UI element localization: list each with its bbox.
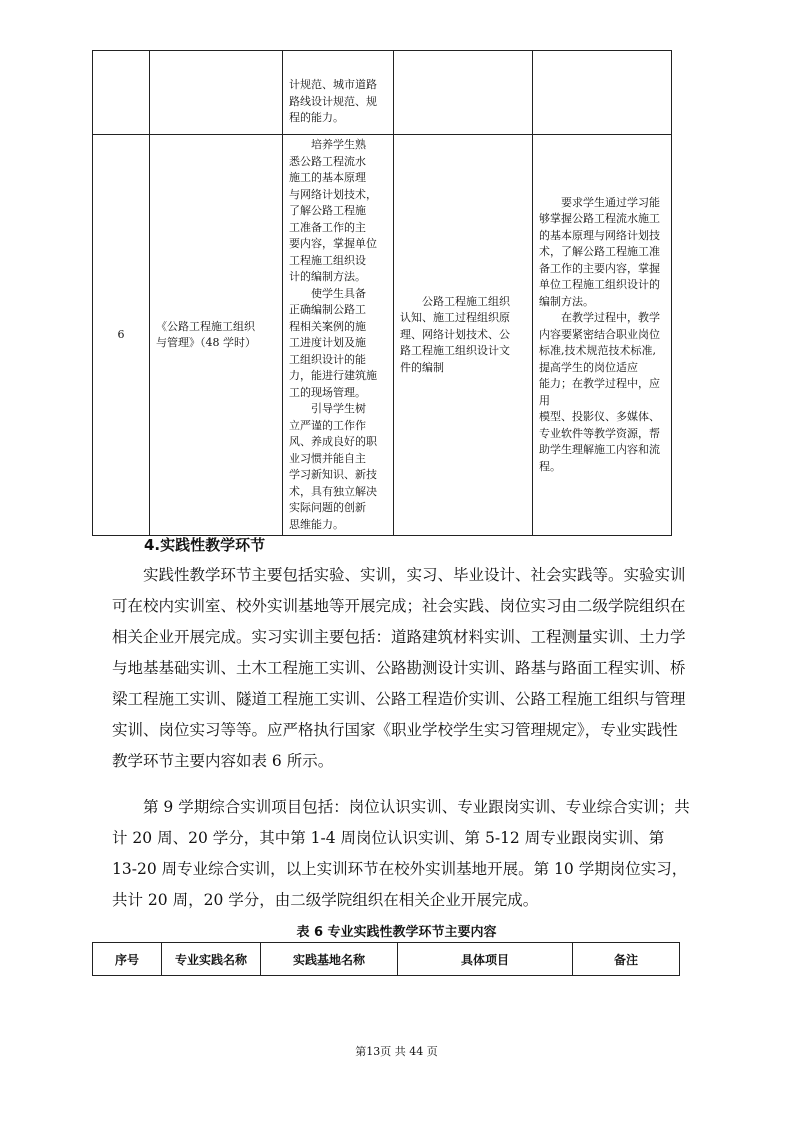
- header-base-name: 实践基地名称: [261, 943, 398, 976]
- header-specific-items: 具体项目: [398, 943, 573, 976]
- table-row: [93, 135, 672, 536]
- course-table: [92, 50, 672, 536]
- table-cell: [283, 51, 394, 135]
- table-cell: [533, 51, 672, 135]
- section-heading: 4.实践性教学环节: [144, 536, 266, 554]
- practice-table: [92, 942, 680, 976]
- paragraph-2: 第 9 学期综合实训项目包括：岗位认识实训、专业跟岗实训、专业综合实训；共计 20 周、20 学分，其中第 1-4 周岗位认识实训、第 5-12 周专业跟岗实训、第 13-20 周专业综合实训，以上实训环节在校外实训基地开展。第 10 学期岗位实习，共计 20 周，20 学分，由二级学院组织在相关企业开展完成。: [112, 798, 690, 909]
- teaching-requirements: 要求学生通过学习能 够掌握公路工程流水施工 的基本原理与网络计划技 术，了解公路工程施工准 备工作的主要内容，掌握 单位工程施工组织设计的 编制方法。 在教学过程中，教学 内容要紧密结合职业岗位 标准,技术规范技术标准, 提高学生的岗位适应 能力；在教学过程中，应用 模型、投影仪、多媒体、 专业软件等教学资源，帮 助学生理解施工内容和流 程。: [539, 195, 660, 473]
- row-number: 6: [93, 135, 150, 536]
- table-caption: 表 6 专业实践性教学环节主要内容: [296, 925, 497, 940]
- header-remarks: 备注: [573, 943, 680, 976]
- table-cell: [150, 51, 283, 135]
- course-content-cell: [394, 135, 533, 536]
- table-cell: [93, 51, 150, 135]
- page-footer: 第13页 共 44 页: [355, 1045, 438, 1058]
- header-index: 序号: [93, 943, 162, 976]
- table-cell: [394, 51, 533, 135]
- header-practice-name: 专业实践名称: [162, 943, 261, 976]
- teaching-requirements-cell: [533, 135, 672, 536]
- prev-row-goals-text: 计规范、城市道路 路线设计规范、规 程的能力。: [289, 78, 377, 124]
- course-goals-cell: [283, 135, 394, 536]
- course-name-cell: [150, 135, 283, 536]
- course-name: 《公路工程施工组织 与管理》（48 学时）: [156, 319, 256, 349]
- table-row: [93, 51, 672, 135]
- paragraph-1: 实践性教学环节主要包括实验、实训，实习、毕业设计、社会实践等。实验实训可在校内实训室、校外实训基地等开展完成；社会实践、岗位实习由二级学院组织在相关企业开展完成。实习实训主要包括：道路建筑材料实训、工程测量实训、土力学与地基基础实训、土木工程施工实训、公路勘测设计实训、路基与路面工程实训、桥梁工程施工实训、隧道工程施工实训、公路工程造价实训、公路工程施工组织与管理实训、岗位实习等等。应严格执行国家《职业学校学生实习管理规定》，专业实践性教学环节主要内容如表 6 所示。: [112, 566, 686, 770]
- course-goals: 培养学生熟 悉公路工程流水 施工的基本原理 与网络计划技术， 了解公路工程施 工准备工作的主 要内容，掌握单位 工程施工组织设 计的编制方法。 使学生具备 正确编制公路工 程相关案例的施 工进度计划及施 工组织设计的能 力，能进行建筑施 工的现场管理。 引导学生树 立严谨的工作作 风、养成良好的职 业习惯并能自主 学习新知识、新技 术，具有独立解决 实际问题的创新 思维能力。: [289, 138, 377, 531]
- course-content: 公路工程施工组织 认知、施工过程组织原 理、网络计划技术、公 路工程施工组织设计文 件的编制: [400, 294, 510, 374]
- table-header-row: [93, 943, 680, 976]
